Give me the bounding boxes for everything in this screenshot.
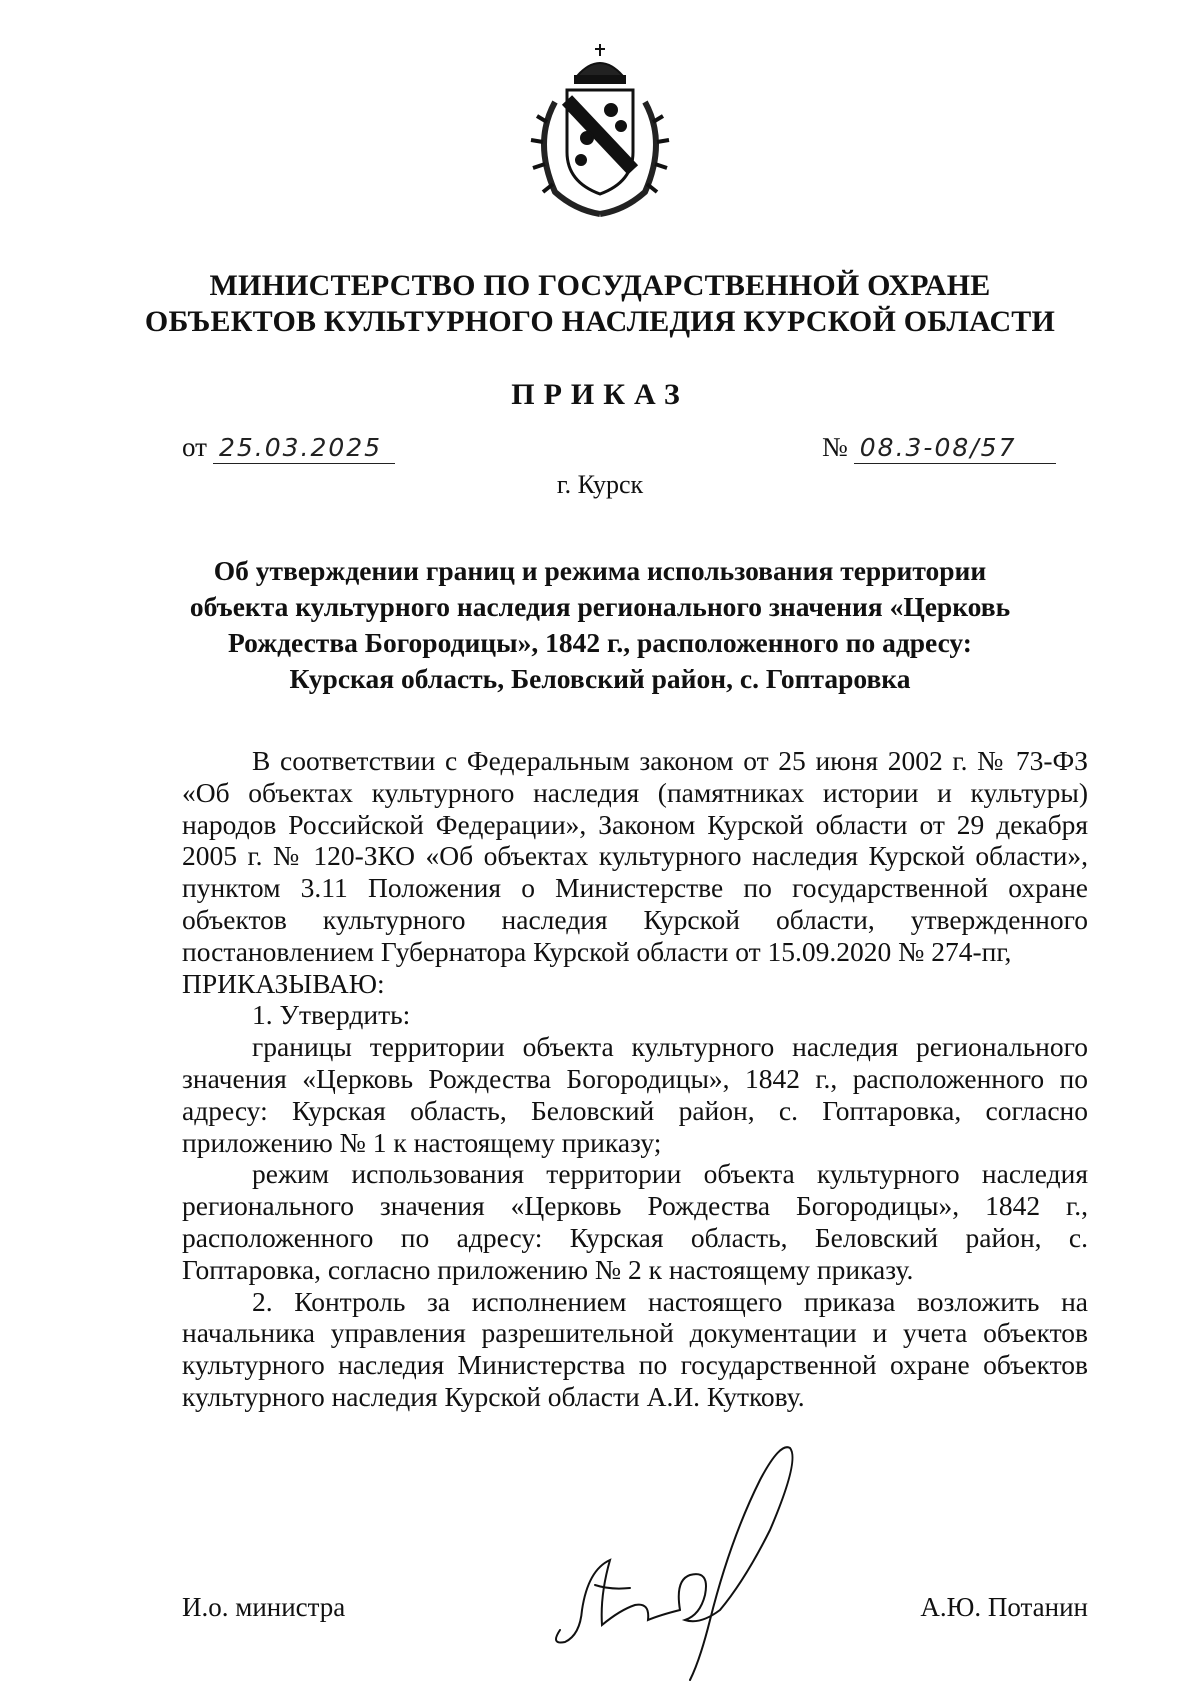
number-field xyxy=(822,432,1056,464)
date-value: 25.03.2025 xyxy=(213,433,395,464)
order-word: ПРИКАЗЫВАЮ: xyxy=(182,967,385,999)
order-body xyxy=(182,745,1088,1413)
signatory-name: А.Ю. Потанин xyxy=(920,1592,1088,1622)
subject-line-3: Рождества Богородицы», 1842 г., расположенного по адресу: xyxy=(228,627,972,658)
ministry-line-1: МИНИСТЕРСТВО ПО ГОСУДАРСТВЕННОЙ ОХРАНЕ xyxy=(209,269,991,302)
doc-type-title: ПРИКАЗ xyxy=(511,378,689,411)
preamble-paragraph: В соответствии с Федеральным законом от 25 июня 2002 г. № 73-ФЗ «Об объектах культурного наследия (памятниках истории и культуры) народов Российской Федерации», Законом Курской области от 29 декабря 2005 г. № 120-ЗКО «Об объектах культурного наследия Курской области», пунктом 3.11 Положения о Министерстве по государственной охране объектов культурного наследия Курской области, утвержденного постановлением Губернатора Курской области от 15.09.2020 № 274-пг, xyxy=(182,745,1088,967)
item-2-paragraph: 2. Контроль за исполнением настоящего приказа возложить на начальника управления разрешительной документации и учета объектов культурного наследия Министерства по государственной охране объектов культурного наследия Курской области А.И. Куткову. xyxy=(182,1285,1088,1412)
signatory-role: И.о. министра xyxy=(182,1592,346,1622)
date-prefix: от xyxy=(182,432,207,462)
ministry-line-2: ОБЪЕКТОВ КУЛЬТУРНОГО НАСЛЕДИЯ КУРСКОЙ ОБЛАСТИ xyxy=(144,305,1056,338)
coat-of-arms-icon xyxy=(525,42,675,220)
ministry-name xyxy=(120,268,1080,340)
city: г. Курск xyxy=(556,470,644,499)
subject-line-1: Об утверждении границ и режима использования территории xyxy=(213,555,987,586)
number-value: 08.3-08/57 xyxy=(854,433,1056,464)
date-field xyxy=(182,432,395,464)
number-prefix: № xyxy=(822,432,848,462)
subject-line-2: объекта культурного наследия регионального значения «Церковь xyxy=(189,591,1011,622)
item-1-title: 1. Утвердить: xyxy=(252,999,411,1031)
item-1-a-paragraph: границы территории объекта культурного наследия регионального значения «Церковь Рождества Богородицы», 1842 г., расположенного по адресу: Курская область, Беловский район, с. Гоптаровка, согласно приложению № 1 к настоящему приказу; xyxy=(182,1031,1088,1158)
item-1-b-paragraph: режим использования территории объекта культурного наследия регионального значения «Церковь Рождества Богородицы», 1842 г., расположенного по адресу: Курская область, Беловский район, с. Гоптаровка, согласно приложению № 2 к настоящему приказу. xyxy=(182,1158,1088,1285)
order-subject xyxy=(150,553,1050,697)
subject-line-4: Курская область, Беловский район, с. Гоптаровка xyxy=(289,663,911,694)
signature-icon xyxy=(540,1420,820,1690)
